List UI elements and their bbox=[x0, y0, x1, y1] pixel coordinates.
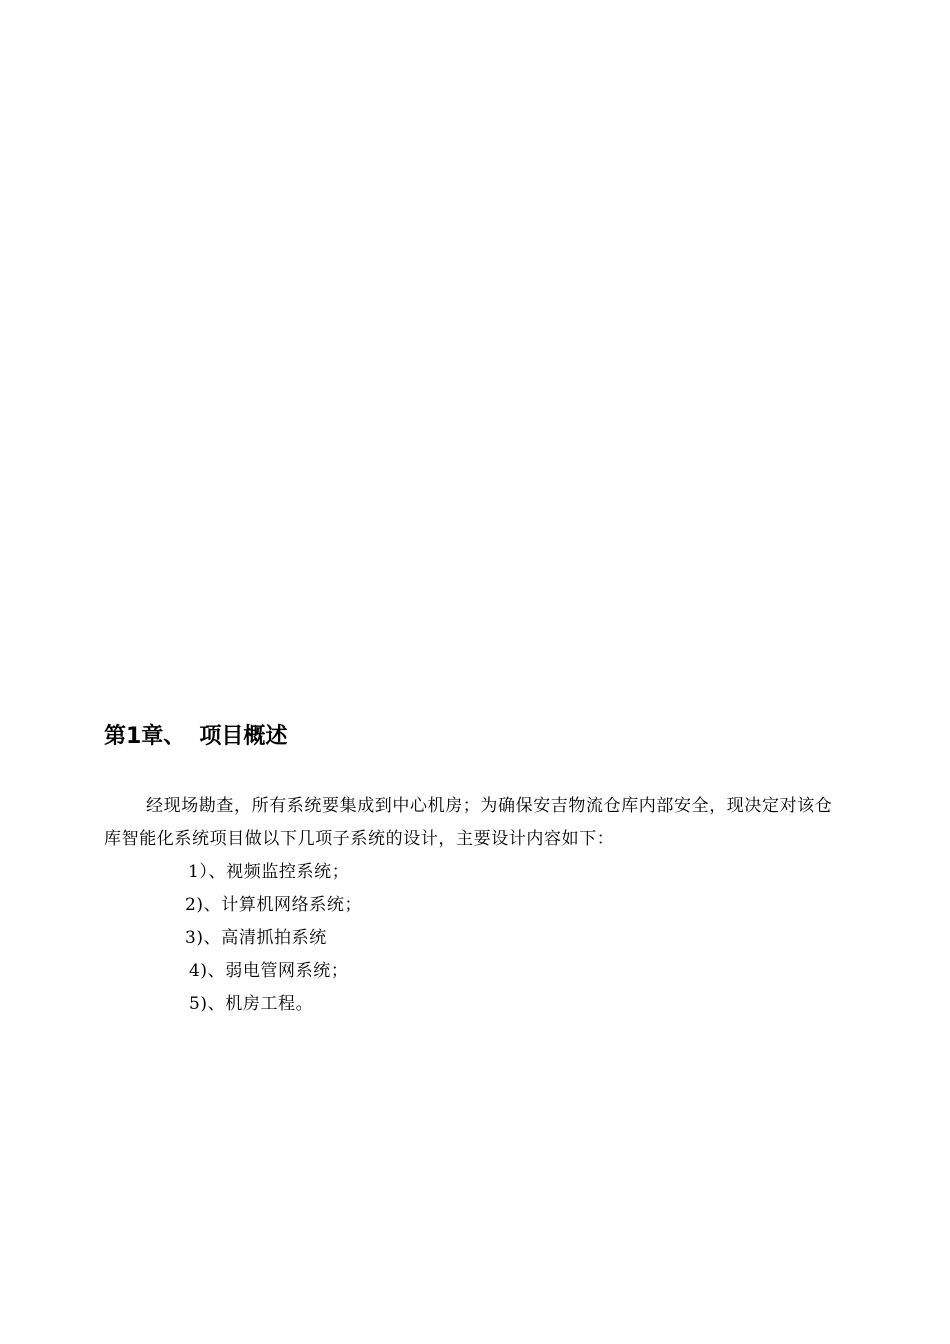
list-item: 5)、机房工程。 bbox=[189, 994, 314, 1014]
list-item: 3)、高清抓拍系统 bbox=[185, 928, 327, 948]
list-item: 4)、弱电管网系统； bbox=[189, 961, 349, 981]
chapter-number: 第1章、 bbox=[104, 724, 186, 749]
chapter-heading bbox=[104, 722, 287, 752]
intro-paragraph: 经现场勘查，所有系统要集成到中心机房；为确保安吉物流仓库内部安全，现决定对该仓库智能化系统项目做以下几项子系统的设计，主要设计内容如下： bbox=[104, 796, 833, 849]
list-item: 2)、计算机网络系统； bbox=[185, 895, 363, 915]
list-item: 1）、视频监控系统； bbox=[188, 862, 350, 882]
subsystem-list bbox=[0, 856, 362, 1021]
chapter-title: 项目概述 bbox=[199, 724, 288, 749]
